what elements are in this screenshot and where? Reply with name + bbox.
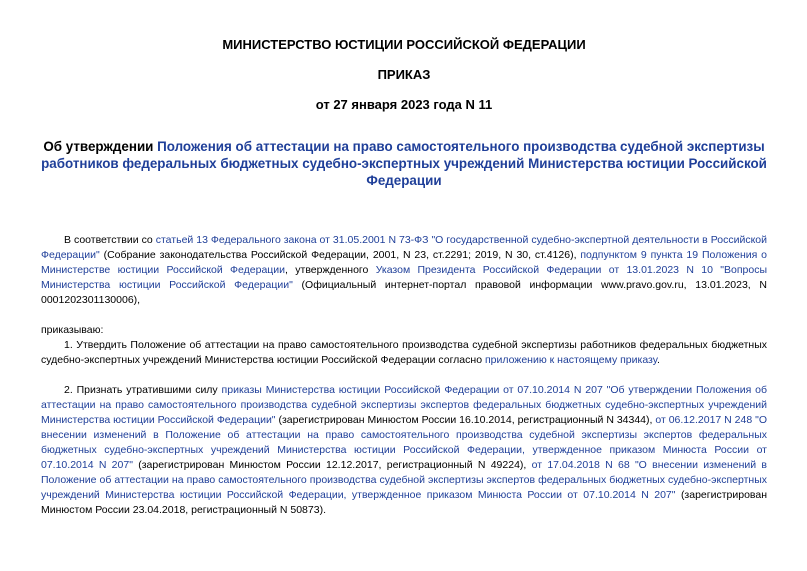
title-prefix: Об утверждении [43,139,158,154]
presidential-decree-link[interactable]: Указом Президента Российской Федерации от 13.01.2023 N 10 "Вопросы Министерства юстиции Российской Федерации" [41,264,767,291]
order-68-link[interactable]: от 17.04.2018 N 68 "О внесении изменений в Положение об аттестации на право самостоятельного производства судебной экспертизы экспертов федеральных бюджетных судебно-экспертных учреждений Министерства юстиции Российской Федерации, утвержденное приказом Минюста России от 07.10.2014 N 207" [41,459,767,501]
order-248-link[interactable]: от 06.12.2017 N 248 "О внесении изменений в Положение об аттестации на право самостоятельного производства судебной экспертизы экспертов федеральных бюджетных судебно-экспертных учреждений Министерства юстиции Российской Федерации, утвержденное приказом Минюста России от 07.10.2014 N 207" [41,414,767,471]
preamble-text-1: В соответствии со [64,234,156,246]
item2-text-2: (зарегистрирован Минюстом России 16.10.2014, регистрационный N 34344), [275,414,656,426]
regulation-clause-link[interactable]: подпунктом 9 пункта 19 Положения о Министерстве юстиции Российской Федерации [41,249,768,276]
document-title [41,138,767,189]
date-number-heading: от 27 января 2023 года N 11 [315,97,493,112]
title-link[interactable]: Положения об аттестации на право самостоятельного производства судебной экспертизы работников федеральных бюджетных судебно-экспертных учреждений Министерства юстиции Российской Федерации [41,139,767,188]
preamble-text-4: (Официальный интернет-портал правовой информации www.pravo.gov.ru, 13.01.2023, N 0001202301130006), [41,279,767,306]
item1-text-2: . [656,354,660,366]
ministry-heading: МИНИСТЕРСТВО ЮСТИЦИИ РОССИЙСКОЙ ФЕДЕРАЦИИ [222,37,586,52]
preamble-text-2: (Собрание законодательства Российской Федерации, 2001, N 23, ст.2291; 2019, N 30, ст.4126), [99,249,581,261]
item1-text-1: 1. Утвердить Положение об аттестации на право самостоятельного производства судебной экспертизы работников федеральных бюджетных судебно-экспертных учреждений Министерства юстиции Российской Федерации согласно [41,339,767,366]
appendix-link[interactable]: приложению к настоящему приказу [484,354,657,366]
item2-text-4: (зарегистрирован Минюстом России 23.04.2018, регистрационный N 50873). [41,489,768,516]
law-article-link[interactable]: статьей 13 Федерального закона от 31.05.2001 N 73-ФЗ "О государственной судебно-экспертной деятельности в Российской Федерации" [41,234,767,261]
item2-text-3: (зарегистрирован Минюстом России 12.12.2017, регистрационный N 49224), [132,459,532,471]
order-item-2 [41,383,767,518]
order-207-link[interactable]: приказы Министерства юстиции Российской Федерации от 07.10.2014 N 207 "Об утверждении Положения об аттестации на право самостоятельного производства судебной экспертизы экспертов федеральных бюджетных судебно-экспертных учреждений Министерства юстиции Российской Федерации" [41,384,767,426]
preamble-paragraph [41,233,767,308]
doc-type-heading: ПРИКАЗ [377,67,431,82]
order-item-1 [41,338,767,368]
item2-text-1: 2. Признать утратившими силу [64,384,222,396]
preamble-text-3: , утвержденного [285,264,376,276]
ordered-line: приказываю: [41,324,104,336]
